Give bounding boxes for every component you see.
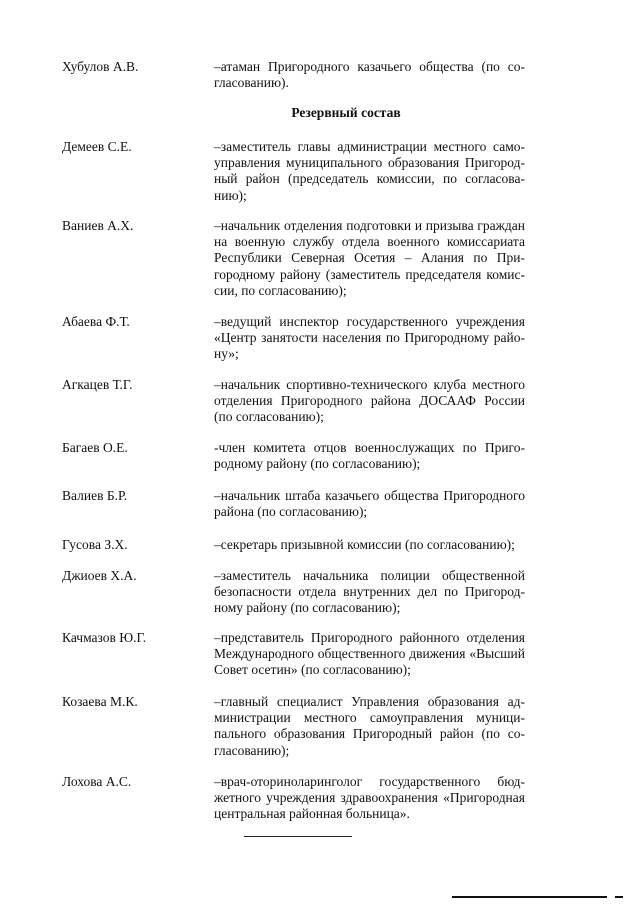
- member-role: –начальник отделения подготовки и призыва граждан на военную службу отдела военного комиссариата Республики Северная Осетия – Алания по Пригородному району (заместитель председателя комиссии, по согласованию);: [214, 218, 525, 298]
- member-role: –начальник спортивно-технического клуба местного отделения Пригородного района ДОСААФ России (по согласованию);: [214, 377, 525, 425]
- member-role: –начальник штаба казачьего общества Пригородного района (по согласованию);: [214, 488, 525, 520]
- member-name: Лохова А.С.: [62, 774, 132, 789]
- member-role: –заместитель главы администрации местного самоуправления муниципального образования Пригородный район (председатель комиссии, по согласованию);: [214, 139, 525, 203]
- member-name: Ваниев А.Х.: [62, 218, 134, 233]
- member-role: –врач-оториноларинголог государственного бюджетного учреждения здравоохранения «Пригородная центральная районная больница».: [214, 774, 525, 822]
- member-role: –ведущий инспектор государственного учреждения «Центр занятости населения по Пригородному району»;: [214, 314, 525, 362]
- member-role: -член комитета отцов военнослужащих по Пригородному району (по согласованию);: [214, 440, 525, 472]
- member-role: –главный специалист Управления образования администрации местного самоуправления муниципального образования Пригородный район (по согласованию);: [214, 694, 525, 758]
- member-role: –секретарь призывной комиссии (по согласованию);: [214, 537, 515, 552]
- member-name: Демеев С.Е.: [62, 139, 132, 154]
- member-name: Валиев Б.Р.: [62, 488, 128, 503]
- member-role: –атаман Пригородного казачьего общества (по согласованию).: [214, 59, 525, 91]
- member-name: Гусова З.Х.: [62, 537, 128, 552]
- member-name: Козаева М.К.: [62, 694, 138, 709]
- member-name: Багаев О.Е.: [62, 440, 128, 455]
- section-heading-reserve: Резервный состав: [291, 105, 401, 120]
- member-role: –заместитель начальника полиции общественной безопасности отдела внутренних дел по Пригородному району (по согласованию);: [214, 568, 525, 616]
- member-name: Качмазов Ю.Г.: [62, 630, 147, 645]
- footer-divider-tick: [615, 896, 623, 898]
- member-role: –представитель Пригородного районного отделения Международного общественного движения «Высший Совет осетин» (по согласованию);: [214, 630, 525, 678]
- end-of-list-divider: [244, 836, 352, 837]
- member-name: Джиоев Х.А.: [62, 568, 137, 583]
- member-name: Агкацев Т.Г.: [62, 377, 133, 392]
- footer-divider: [452, 896, 607, 898]
- member-name: Абаева Ф.Т.: [62, 314, 130, 329]
- member-name: Хубулов А.В.: [62, 59, 139, 74]
